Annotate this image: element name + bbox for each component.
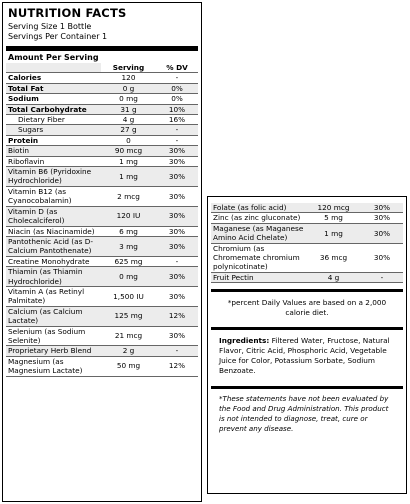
- nutrient-name: Folate (as folic acid): [211, 203, 306, 213]
- nutrient-amount: 27 g: [101, 125, 156, 135]
- nutrient-name: Protein: [6, 135, 101, 145]
- nutrient-name: Total Fat: [6, 83, 101, 93]
- nutrient-row: [6, 73, 198, 83]
- nutrient-dv: 30%: [156, 236, 198, 256]
- nutrient-dv: 0%: [156, 94, 198, 104]
- nutrient-name: Riboflavin: [6, 156, 101, 166]
- nutrient-name: Total Carbohydrate: [6, 104, 101, 114]
- nutrient-name: Dietary Fiber: [6, 115, 101, 125]
- nutrient-dv: 12%: [156, 306, 198, 326]
- nutrient-name: Vitamin B6 (Pyridoxine Hydrochloride): [6, 167, 101, 187]
- nutrient-dv: 30%: [156, 326, 198, 346]
- nutrient-amount: 625 mg: [101, 256, 156, 266]
- nutrient-row: [6, 267, 198, 287]
- nutrient-row: [6, 146, 198, 156]
- nutrient-row: [6, 206, 198, 226]
- nutrient-name: Niacin (as Niacinamide): [6, 226, 101, 236]
- nutrient-dv: 30%: [156, 156, 198, 166]
- nutrient-amount: 1 mg: [306, 223, 361, 243]
- nutrient-dv: 30%: [156, 146, 198, 156]
- nutrient-row: [6, 83, 198, 93]
- nutrient-name: Vitamin B12 (as Cyanocobalamin): [6, 186, 101, 206]
- nutrient-name: Selenium (as Sodium Selenite): [6, 326, 101, 346]
- nutrient-row: [6, 115, 198, 125]
- nutrient-row: [6, 135, 198, 145]
- ingredients: [211, 327, 403, 382]
- nutrient-row: [211, 272, 403, 282]
- nutrient-name: Maganese (as Maganese Amino Acid Chelate): [211, 223, 306, 243]
- nutrient-row: [6, 356, 198, 376]
- nutrient-rows: [6, 73, 198, 376]
- nutrient-amount: 120: [101, 73, 156, 83]
- nutrient-name: Zinc (as zinc gluconate): [211, 213, 306, 223]
- nutrition-facts-continued-panel: [207, 196, 407, 494]
- nutrient-dv: 30%: [156, 286, 198, 306]
- nutrient-name: Sugars: [6, 125, 101, 135]
- nutrient-name: Pantothenic Acid (as D-Calcium Pantothenate): [6, 236, 101, 256]
- nutrient-dv: -: [361, 272, 403, 282]
- nutrient-amount: 2 g: [101, 346, 156, 356]
- nutrient-dv: 30%: [156, 226, 198, 236]
- daily-value-footnote: *percent Daily Values are based on a 2,000 calorie diet.: [211, 289, 403, 323]
- ingredients-text: Filtered Water, Fructose, Natural Flavor, Citric Acid, Phosphoric Acid, Vegetable Juice for Color, Potassium Sorbate, Sodium Benzoate.: [219, 336, 390, 376]
- nutrient-name: Creatine Monohydrate: [6, 256, 101, 266]
- nutrient-dv: 30%: [361, 213, 403, 223]
- nutrient-amount: 4 g: [306, 272, 361, 282]
- nutrient-amount: 31 g: [101, 104, 156, 114]
- nutrient-row: [6, 125, 198, 135]
- nutrient-row: [6, 326, 198, 346]
- nutrient-amount: 90 mcg: [101, 146, 156, 156]
- nutrient-row: [6, 156, 198, 166]
- nutrient-name: Chromium (as Chromemate chromium polynicotinate): [211, 243, 306, 272]
- nutrient-amount: 3 mg: [101, 236, 156, 256]
- servings-per-container: Servings Per Container 1: [8, 32, 108, 41]
- nutrient-dv: 30%: [156, 267, 198, 287]
- nutrient-amount: 0 mg: [101, 94, 156, 104]
- nutrient-amount: 4 g: [101, 115, 156, 125]
- nutrient-dv: -: [156, 125, 198, 135]
- ingredients-label: Ingredients:: [219, 336, 270, 346]
- header-dv: % DV: [156, 63, 198, 73]
- serving-size: Serving Size 1 Bottle: [8, 22, 92, 31]
- nutrient-amount: 120 mcg: [306, 203, 361, 213]
- nutrient-dv: 30%: [361, 243, 403, 272]
- nutrient-row: [6, 104, 198, 114]
- nutrient-amount: 0 mg: [101, 267, 156, 287]
- nutrient-table-continued: [211, 203, 403, 283]
- table-header-row: [6, 63, 198, 73]
- nutrient-dv: 30%: [361, 223, 403, 243]
- nutrient-name: Sodium: [6, 94, 101, 104]
- nutrient-amount: 6 mg: [101, 226, 156, 236]
- fda-disclaimer: *These statements have not been evaluated by the Food and Drug Administration. This product is not intended to diagnose, treat, cure or prevent any disease.: [211, 386, 403, 439]
- nutrition-facts-panel: [2, 2, 202, 502]
- nutrient-name: Calcium (as Calcium Lactate): [6, 306, 101, 326]
- nutrient-amount: 125 mg: [101, 306, 156, 326]
- nutrient-row: [6, 346, 198, 356]
- nutrient-amount: 36 mcg: [306, 243, 361, 272]
- nutrient-dv: 10%: [156, 104, 198, 114]
- nutrient-row: [211, 223, 403, 243]
- nutrient-dv: 12%: [156, 356, 198, 376]
- nutrient-amount: 0: [101, 135, 156, 145]
- nutrient-amount: 2 mcg: [101, 186, 156, 206]
- nutrient-row: [211, 243, 403, 272]
- nutrient-name: Magnesium (as Magnesium Lactate): [6, 356, 101, 376]
- panel-title: NUTRITION FACTS: [8, 6, 127, 20]
- nutrient-row: [6, 306, 198, 326]
- nutrient-row: [211, 203, 403, 213]
- nutrient-amount: 1 mg: [101, 156, 156, 166]
- nutrient-row: [6, 226, 198, 236]
- nutrient-table: [6, 63, 198, 377]
- nutrient-name: Proprietary Herb Blend: [6, 346, 101, 356]
- nutrient-name: Biotin: [6, 146, 101, 156]
- nutrient-name: Fruit Pectin: [211, 272, 306, 282]
- header-serving: Serving: [101, 63, 156, 73]
- nutrient-amount: 120 IU: [101, 206, 156, 226]
- nutrient-amount: 0 g: [101, 83, 156, 93]
- header-blank: [6, 63, 101, 73]
- nutrient-row: [6, 236, 198, 256]
- amount-per-serving: Amount Per Serving: [8, 53, 99, 62]
- nutrient-dv: 30%: [361, 203, 403, 213]
- nutrient-amount: 1 mg: [101, 167, 156, 187]
- nutrient-row: [6, 167, 198, 187]
- nutrient-dv: -: [156, 346, 198, 356]
- nutrient-row: [6, 256, 198, 266]
- nutrient-name: Vitamin A (as Retinyl Palmitate): [6, 286, 101, 306]
- nutrient-dv: 0%: [156, 83, 198, 93]
- nutrient-row: [211, 213, 403, 223]
- nutrient-name: Calories: [6, 73, 101, 83]
- nutrient-amount: 50 mg: [101, 356, 156, 376]
- nutrient-rows-continued: [211, 203, 403, 283]
- nutrient-dv: 30%: [156, 186, 198, 206]
- nutrient-row: [6, 186, 198, 206]
- nutrient-amount: 1,500 IU: [101, 286, 156, 306]
- nutrient-amount: 21 mcg: [101, 326, 156, 346]
- nutrient-dv: 16%: [156, 115, 198, 125]
- nutrient-dv: 30%: [156, 167, 198, 187]
- nutrient-dv: -: [156, 135, 198, 145]
- nutrient-name: Vitamin D (as Cholecalciferol): [6, 206, 101, 226]
- nutrient-dv: -: [156, 256, 198, 266]
- nutrient-name: Thiamin (as Thiamin Hydrochloride): [6, 267, 101, 287]
- nutrient-row: [6, 94, 198, 104]
- nutrient-amount: 5 mg: [306, 213, 361, 223]
- nutrient-dv: 30%: [156, 206, 198, 226]
- nutrient-row: [6, 286, 198, 306]
- nutrient-dv: -: [156, 73, 198, 83]
